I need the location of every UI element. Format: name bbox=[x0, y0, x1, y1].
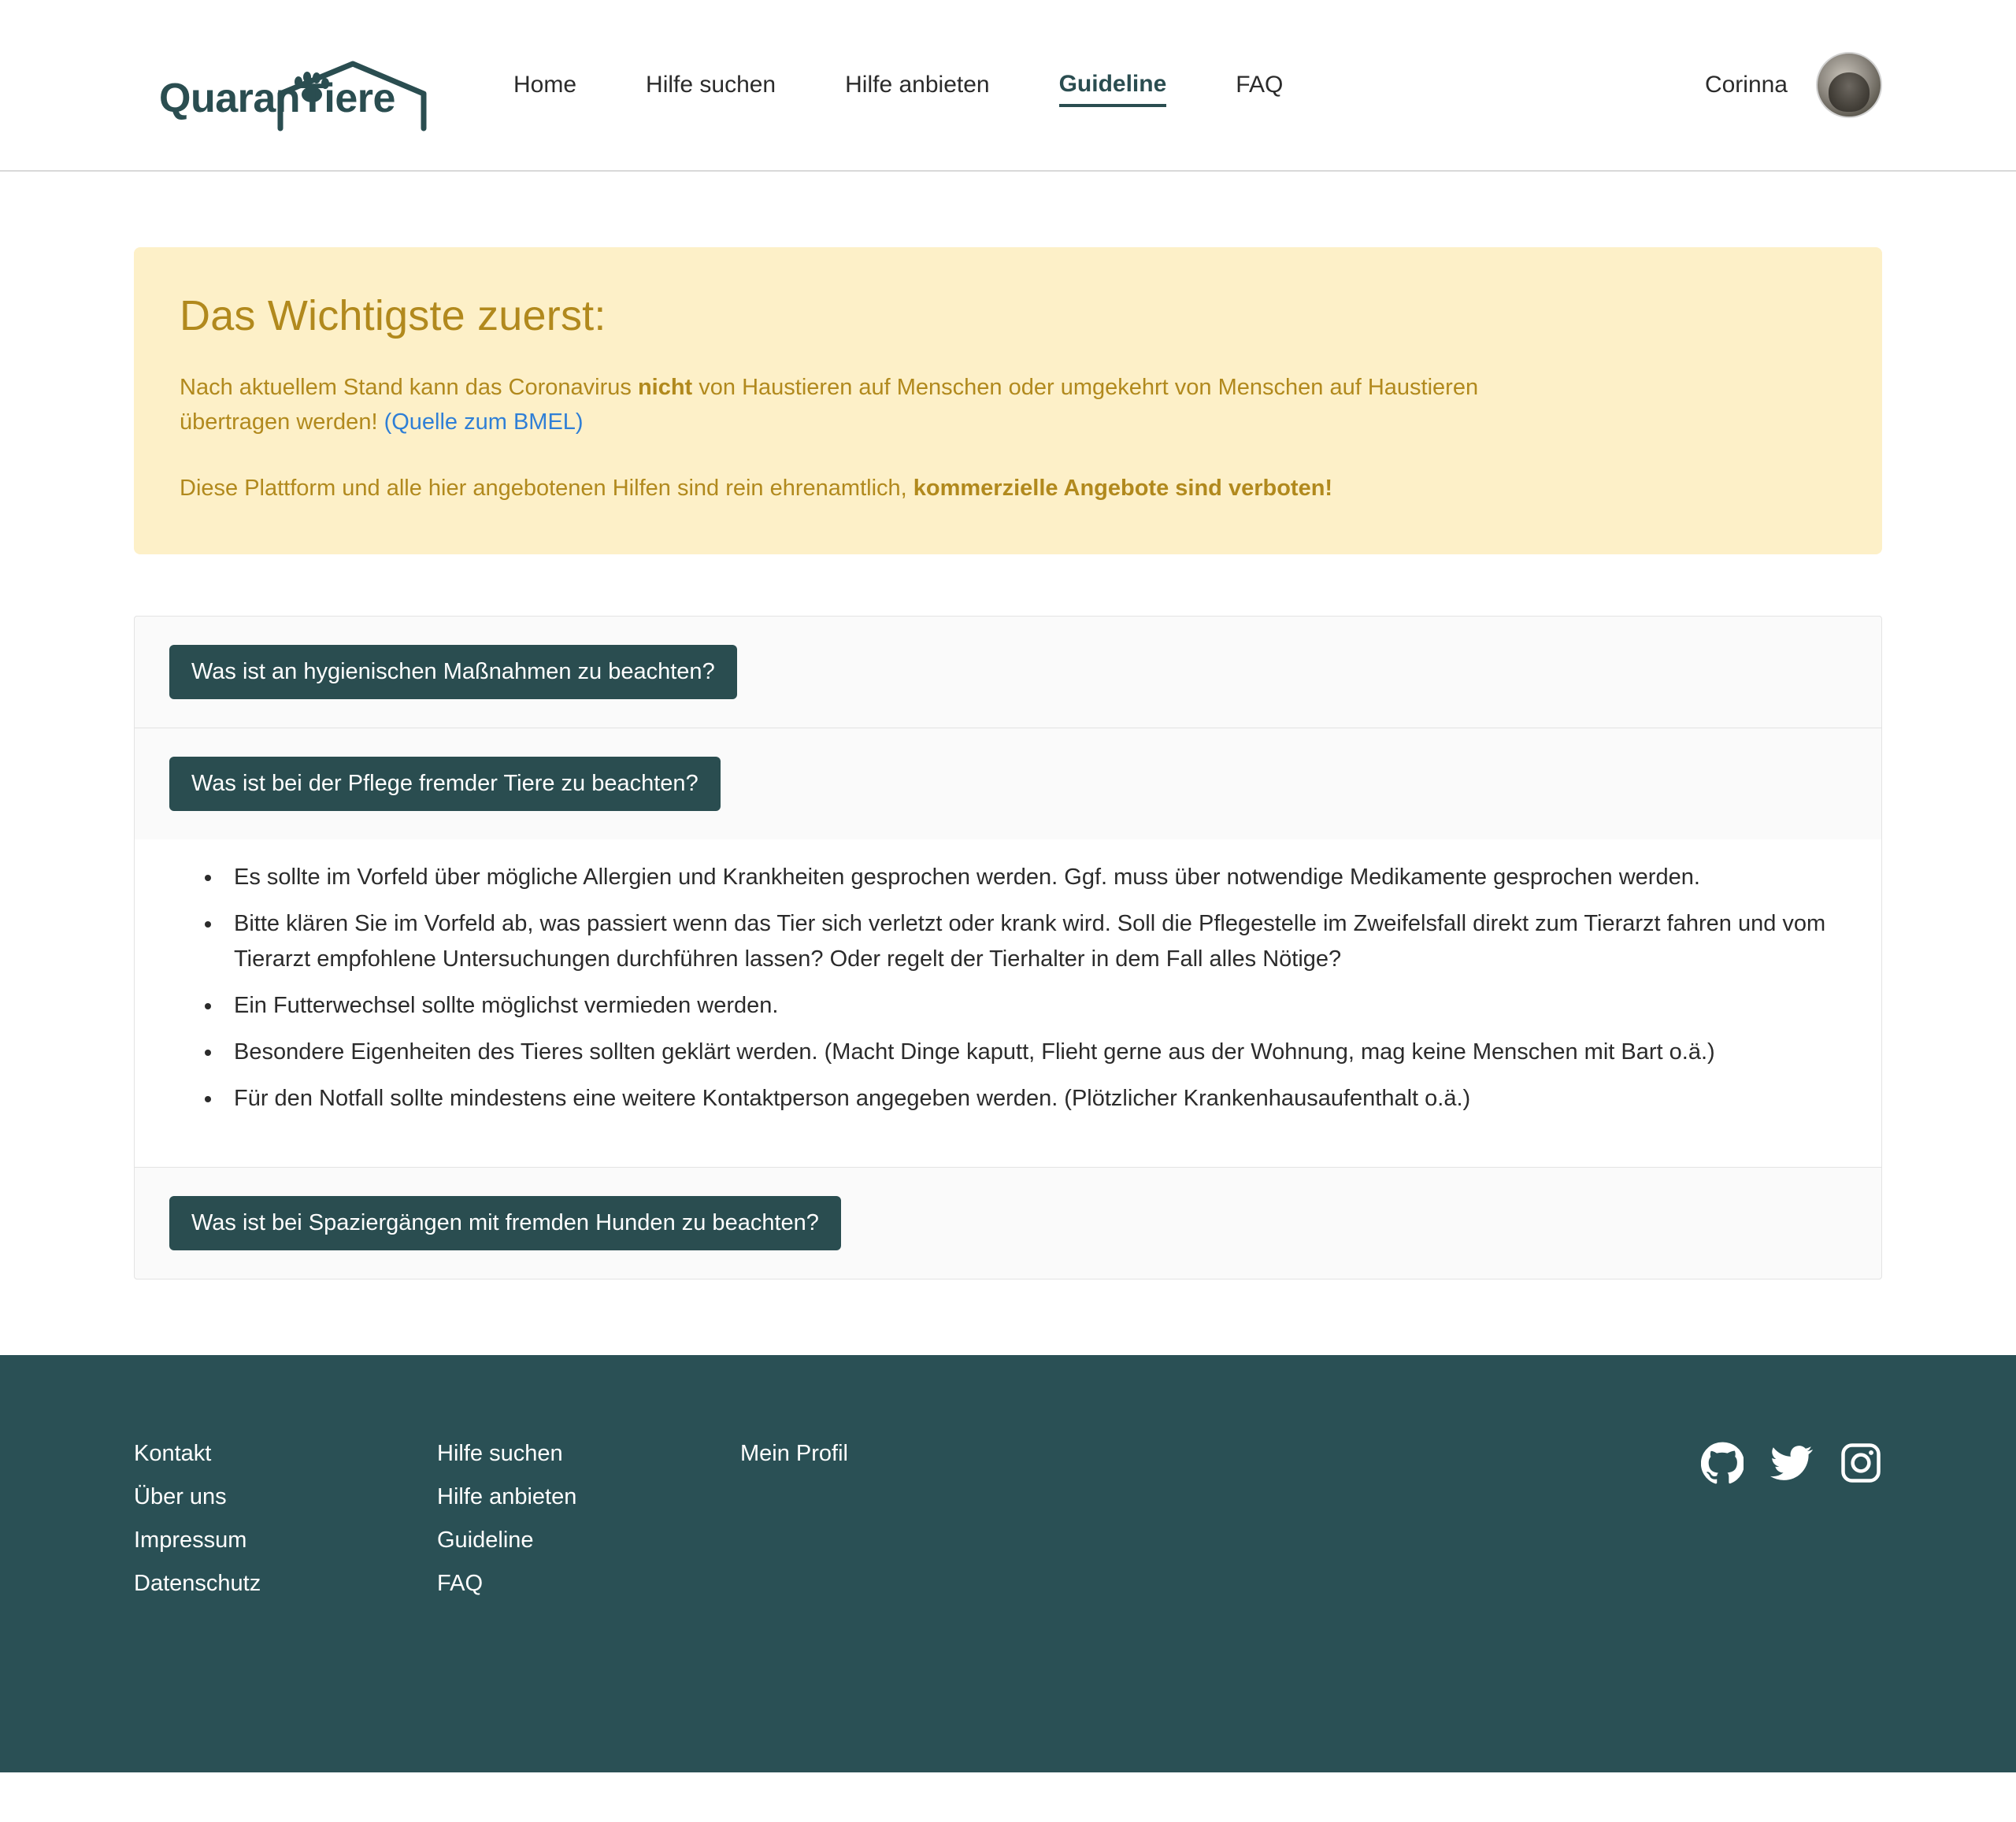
important-notice bbox=[134, 247, 1882, 554]
user-name[interactable]: Corinna bbox=[1704, 72, 1788, 98]
bmel-source-link[interactable]: (Quelle zum BMEL) bbox=[384, 409, 584, 435]
nav-item-hilfe-suchen[interactable]: Hilfe suchen bbox=[646, 72, 776, 98]
logo-text: QuaranTiere bbox=[159, 76, 395, 121]
accordion-header-spaziergang bbox=[135, 1168, 1881, 1279]
notice-p1-part1: Nach aktuellem Stand kann das Coronavirus bbox=[180, 375, 638, 400]
pflege-list bbox=[169, 860, 1847, 1117]
footer-column-profile bbox=[740, 1437, 1043, 1772]
notice-paragraph-2 bbox=[180, 471, 1518, 505]
site-footer bbox=[0, 1355, 2016, 1772]
accordion-section-pflege bbox=[135, 728, 1881, 1168]
footer-link-guideline[interactable]: Guideline bbox=[437, 1527, 534, 1553]
nav-item-home[interactable]: Home bbox=[513, 72, 577, 98]
footer-link-impressum[interactable]: Impressum bbox=[134, 1527, 247, 1553]
accordion-panel-pflege bbox=[135, 839, 1881, 1167]
header-user-area bbox=[1705, 52, 1882, 118]
avatar[interactable] bbox=[1816, 52, 1882, 118]
accordion-section-hygiene bbox=[135, 617, 1881, 728]
notice-paragraph-1 bbox=[180, 370, 1518, 439]
main-nav bbox=[513, 63, 1352, 107]
guideline-accordion bbox=[134, 616, 1882, 1279]
accordion-header-hygiene bbox=[135, 617, 1881, 728]
list-item: • Für den Notfall sollte mindestens eine weitere Kontaktperson angegeben werden. (Plötzlicher Krankenhausaufenthalt o.ä.) bbox=[223, 1081, 1847, 1117]
twitter-icon[interactable] bbox=[1770, 1442, 1813, 1484]
list-item: • Ein Futterwechsel sollte möglichst vermieden werden. bbox=[223, 988, 1847, 1024]
accordion-section-spaziergang bbox=[135, 1168, 1881, 1279]
github-icon[interactable] bbox=[1701, 1442, 1744, 1484]
accordion-toggle-spaziergang[interactable]: Was ist bei Spaziergängen mit fremden Hunden zu beachten? bbox=[169, 1196, 841, 1250]
footer-column-services bbox=[437, 1437, 740, 1772]
footer-link-datenschutz[interactable]: Datenschutz bbox=[134, 1571, 261, 1596]
footer-link-hilfe-anbieten[interactable]: Hilfe anbieten bbox=[437, 1483, 577, 1509]
notice-p2-bold: kommerzielle Angebote sind verboten! bbox=[913, 476, 1333, 502]
footer-link-faq[interactable]: FAQ bbox=[437, 1571, 484, 1596]
accordion-header-pflege bbox=[135, 728, 1881, 839]
instagram-icon[interactable] bbox=[1840, 1442, 1882, 1484]
nav-item-faq[interactable]: FAQ bbox=[1236, 72, 1284, 98]
footer-column-info bbox=[134, 1437, 437, 1772]
footer-link-kontakt[interactable]: Kontakt bbox=[134, 1440, 212, 1466]
footer-link-ueber-uns[interactable]: Über uns bbox=[134, 1483, 227, 1509]
main-content bbox=[0, 172, 2016, 1279]
footer-link-hilfe-suchen[interactable]: Hilfe suchen bbox=[437, 1440, 563, 1466]
list-item: • Es sollte im Vorfeld über mögliche Allergien und Krankheiten gesprochen werden. Ggf. muss über notwendige Medikamente gesprochen werden. bbox=[223, 860, 1847, 895]
footer-link-mein-profil[interactable]: Mein Profil bbox=[740, 1440, 848, 1466]
accordion-toggle-pflege[interactable]: Was ist bei der Pflege fremder Tiere zu beachten? bbox=[169, 757, 721, 811]
notice-p1-bold: nicht bbox=[637, 375, 693, 400]
footer-social-links bbox=[1701, 1437, 1882, 1772]
list-item: • Bitte klären Sie im Vorfeld ab, was passiert wenn das Tier sich verletzt oder krank wird. Soll die Pflegestelle im Zweifelsfall direkt zum Tierarzt fahren und vom Tierarzt empfohlene Untersuchungen durchführen lassen? Oder regelt der Tierhalter in dem Fall alles Nötige? bbox=[223, 906, 1847, 977]
accordion-toggle-hygiene[interactable]: Was ist an hygienischen Maßnahmen zu beachten? bbox=[169, 645, 737, 699]
notice-title: Das Wichtigste zuerst: bbox=[180, 292, 606, 339]
list-item: • Besondere Eigenheiten des Tieres sollten geklärt werden. (Macht Dinge kaputt, Flieht gerne aus der Wohnung, mag keine Menschen mit Bart o.ä.) bbox=[223, 1035, 1847, 1070]
logo[interactable] bbox=[143, 42, 419, 128]
notice-p1-part2: von Haustieren auf Menschen oder umgekehrt von Menschen auf Haustieren übertragen werden! bbox=[180, 375, 1479, 435]
nav-item-hilfe-anbieten[interactable]: Hilfe anbieten bbox=[845, 72, 990, 98]
site-header bbox=[0, 0, 2016, 172]
nav-item-guideline[interactable]: Guideline bbox=[1059, 63, 1167, 107]
notice-p2-part1: Diese Plattform und alle hier angebotenen Hilfen sind rein ehrenamtlich, bbox=[180, 476, 914, 502]
